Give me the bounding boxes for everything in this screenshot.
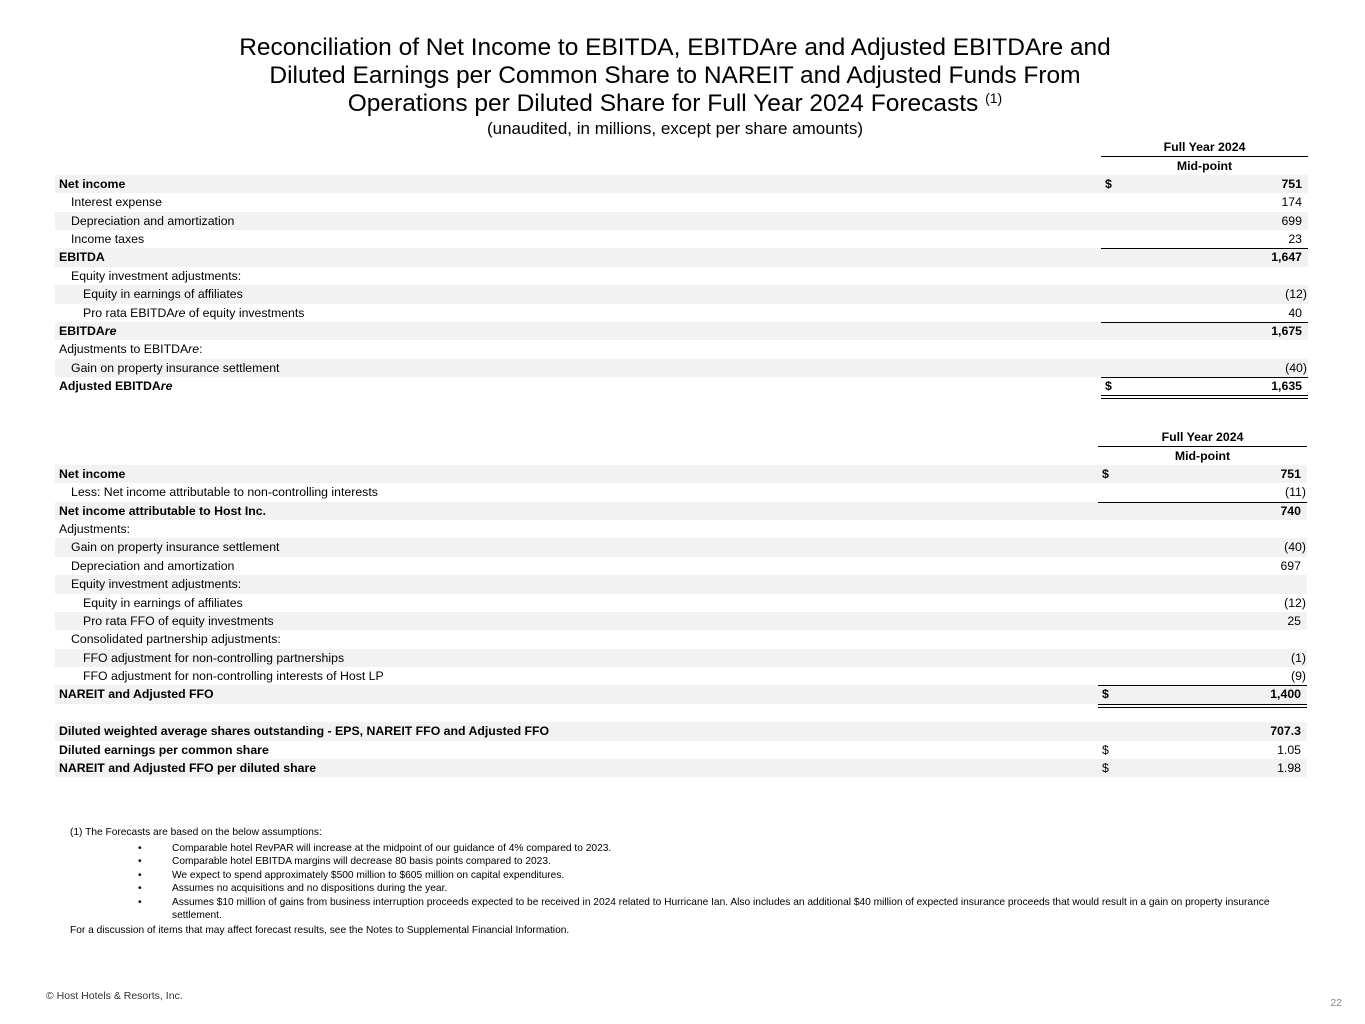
row-value: 1,400 <box>1270 687 1301 702</box>
spacer-row <box>55 704 1307 722</box>
row-value: 699 <box>1281 213 1302 228</box>
row-label: Less: Net income attributable to non-controlling interests <box>71 485 378 500</box>
row-label: Net income <box>59 176 126 191</box>
table-row <box>55 377 1308 395</box>
title-line-3 <box>0 90 1350 118</box>
row-label: Income taxes <box>71 231 145 246</box>
row-value: 40 <box>1288 305 1302 320</box>
table-row <box>55 212 1308 230</box>
table-row <box>55 322 1308 340</box>
row-value: (40) <box>1284 540 1306 555</box>
row-label: Pro rata FFO of equity investments <box>83 613 274 628</box>
table2-header-period: Full Year 2024 <box>1161 430 1244 444</box>
row-label: Depreciation and amortization <box>71 213 235 228</box>
table-row <box>55 520 1307 538</box>
row-label: Equity in earnings of affiliates <box>83 595 243 610</box>
row-label: Consolidated partnership adjustments: <box>71 632 281 647</box>
table-row <box>55 741 1307 759</box>
row-value: 23 <box>1288 231 1302 246</box>
list-item: • Assumes no acquisitions and no dispositions during the year. <box>138 883 448 894</box>
table-row <box>55 359 1308 377</box>
row-label: Gain on property insurance settlement <box>71 360 280 375</box>
row-currency: $ <box>1102 687 1109 702</box>
table1-header-period: Full Year 2024 <box>1163 140 1246 154</box>
table-row <box>55 285 1308 303</box>
row-label: Depreciation and amortization <box>71 558 235 573</box>
title-line-2: Diluted Earnings per Common Share to NAREIT and Adjusted Funds From <box>269 62 1081 89</box>
row-value: (1) <box>1290 650 1306 665</box>
row-label: Equity in earnings of affiliates <box>83 287 243 302</box>
bullet-icon: • <box>138 869 142 881</box>
bullet-icon: • <box>138 856 142 867</box>
title-footnote-ref: (1) <box>985 90 1003 106</box>
row-value: 740 <box>1280 503 1301 518</box>
row-label: Interest expense <box>71 195 162 210</box>
row-currency: $ <box>1102 742 1109 757</box>
row-value: (11) <box>1285 485 1306 500</box>
row-value: 1,647 <box>1271 250 1302 265</box>
row-label: NAREIT and Adjusted FFO <box>59 687 214 702</box>
table-row <box>55 304 1308 322</box>
row-label: Net income <box>59 466 126 481</box>
list-item: • We expect to spend approximately $500 million to $605 million on capital expenditures. <box>138 869 565 881</box>
bullet-icon: • <box>138 883 142 894</box>
table-row <box>55 759 1307 777</box>
list-item: • Assumes $10 million of gains from business interruption proceeds expected to be received in 2024 related to Hurricane Ian. Also includes an additional $40 million of expected insurance proceeds that would result in a gain on property insurance settlement. <box>138 896 1270 921</box>
table-row <box>55 267 1308 285</box>
row-value: 1.05 <box>1277 742 1301 757</box>
row-label: EBITDA <box>59 250 105 265</box>
page-title <box>0 34 1350 118</box>
row-label: NAREIT and Adjusted FFO per diluted share <box>59 761 317 776</box>
table-row <box>55 722 1307 740</box>
table-row <box>55 340 1308 358</box>
row-label: Adjustments to EBITDAre: <box>59 342 203 357</box>
row-currency: $ <box>1105 379 1112 394</box>
row-value: 707.3 <box>1270 724 1301 739</box>
row-currency: $ <box>1102 466 1109 481</box>
row-value: (12) <box>1285 287 1307 302</box>
assumption-list <box>70 842 1300 923</box>
row-label: Adjusted EBITDAre <box>59 379 173 394</box>
table-row <box>55 685 1307 703</box>
table-row <box>55 612 1307 630</box>
ebitda-reconciliation-table <box>55 138 1308 395</box>
row-label: Net income attributable to Host Inc. <box>59 503 267 518</box>
title-line-3-text: Operations per Diluted Share for Full Year 2024 Forecasts <box>347 90 979 117</box>
row-currency: $ <box>1102 761 1109 776</box>
row-value: 1,675 <box>1271 323 1302 338</box>
table-row <box>55 230 1308 248</box>
table1-header-midpoint: Mid-point <box>55 156 1308 174</box>
table-row <box>55 575 1307 593</box>
table-row <box>55 483 1307 501</box>
page-number: 22 <box>1330 997 1342 1009</box>
list-item: • Comparable hotel RevPAR will increase at the midpoint of our guidance of 4% compared to 2023. <box>138 842 612 854</box>
row-value: (40) <box>1285 360 1307 375</box>
row-label: FFO adjustment for non-controlling partnerships <box>83 650 345 665</box>
row-value: 1.98 <box>1277 761 1301 776</box>
row-label: Diluted weighted average shares outstanding - EPS, NAREIT FFO and Adjusted FFO <box>59 724 550 739</box>
page-subtitle: (unaudited, in millions, except per share amounts) <box>486 119 864 138</box>
total-double-rule <box>1101 395 1308 399</box>
row-value: (12) <box>1284 595 1306 610</box>
table-row <box>55 557 1307 575</box>
row-value: 751 <box>1280 466 1301 481</box>
table-row <box>55 465 1307 483</box>
table-row <box>55 630 1307 648</box>
row-label: Adjustments: <box>59 521 131 536</box>
table-row <box>55 248 1308 266</box>
table-row <box>55 538 1307 556</box>
list-item: • Comparable hotel EBITDA margins will decrease 80 basis points compared to 2023. <box>138 856 551 867</box>
row-label: Equity investment adjustments: <box>71 577 242 592</box>
table2-header-midpoint: Mid-point <box>55 446 1307 464</box>
notes-closing: For a discussion of items that may affect forecast results, see the Notes to Supplemental Financial Information. <box>70 924 570 936</box>
title-line-1: Reconciliation of Net Income to EBITDA, EBITDAre and Adjusted EBITDAre and <box>239 34 1111 61</box>
ffo-reconciliation-table <box>55 428 1307 777</box>
row-currency: $ <box>1105 176 1112 191</box>
row-value: 1,635 <box>1271 379 1302 394</box>
row-label: FFO adjustment for non-controlling interests of Host LP <box>83 669 384 684</box>
row-label: EBITDAre <box>59 323 117 338</box>
table-row <box>55 193 1308 211</box>
table-row <box>55 594 1307 612</box>
row-label: Equity investment adjustments: <box>71 268 242 283</box>
row-label: Gain on property insurance settlement <box>71 540 280 555</box>
row-value: 751 <box>1281 176 1302 191</box>
row-value: 174 <box>1281 195 1302 210</box>
notes-intro: (1) The Forecasts are based on the below assumptions: <box>70 827 322 838</box>
row-value: 697 <box>1280 558 1301 573</box>
table-row <box>55 667 1307 685</box>
row-value: (9) <box>1290 669 1306 684</box>
bullet-icon: • <box>138 842 142 854</box>
table-row <box>55 502 1307 520</box>
row-label: Diluted earnings per common share <box>59 742 269 757</box>
forecast-notes <box>70 826 1300 937</box>
row-label: Pro rata EBITDAre of equity investments <box>83 305 305 320</box>
row-value: 25 <box>1287 613 1301 628</box>
table-row <box>55 649 1307 667</box>
table-row <box>55 175 1308 193</box>
bullet-icon: • <box>138 896 142 908</box>
copyright-text: © Host Hotels & Resorts, Inc. <box>46 990 183 1002</box>
subtotal-rule <box>1098 502 1307 503</box>
